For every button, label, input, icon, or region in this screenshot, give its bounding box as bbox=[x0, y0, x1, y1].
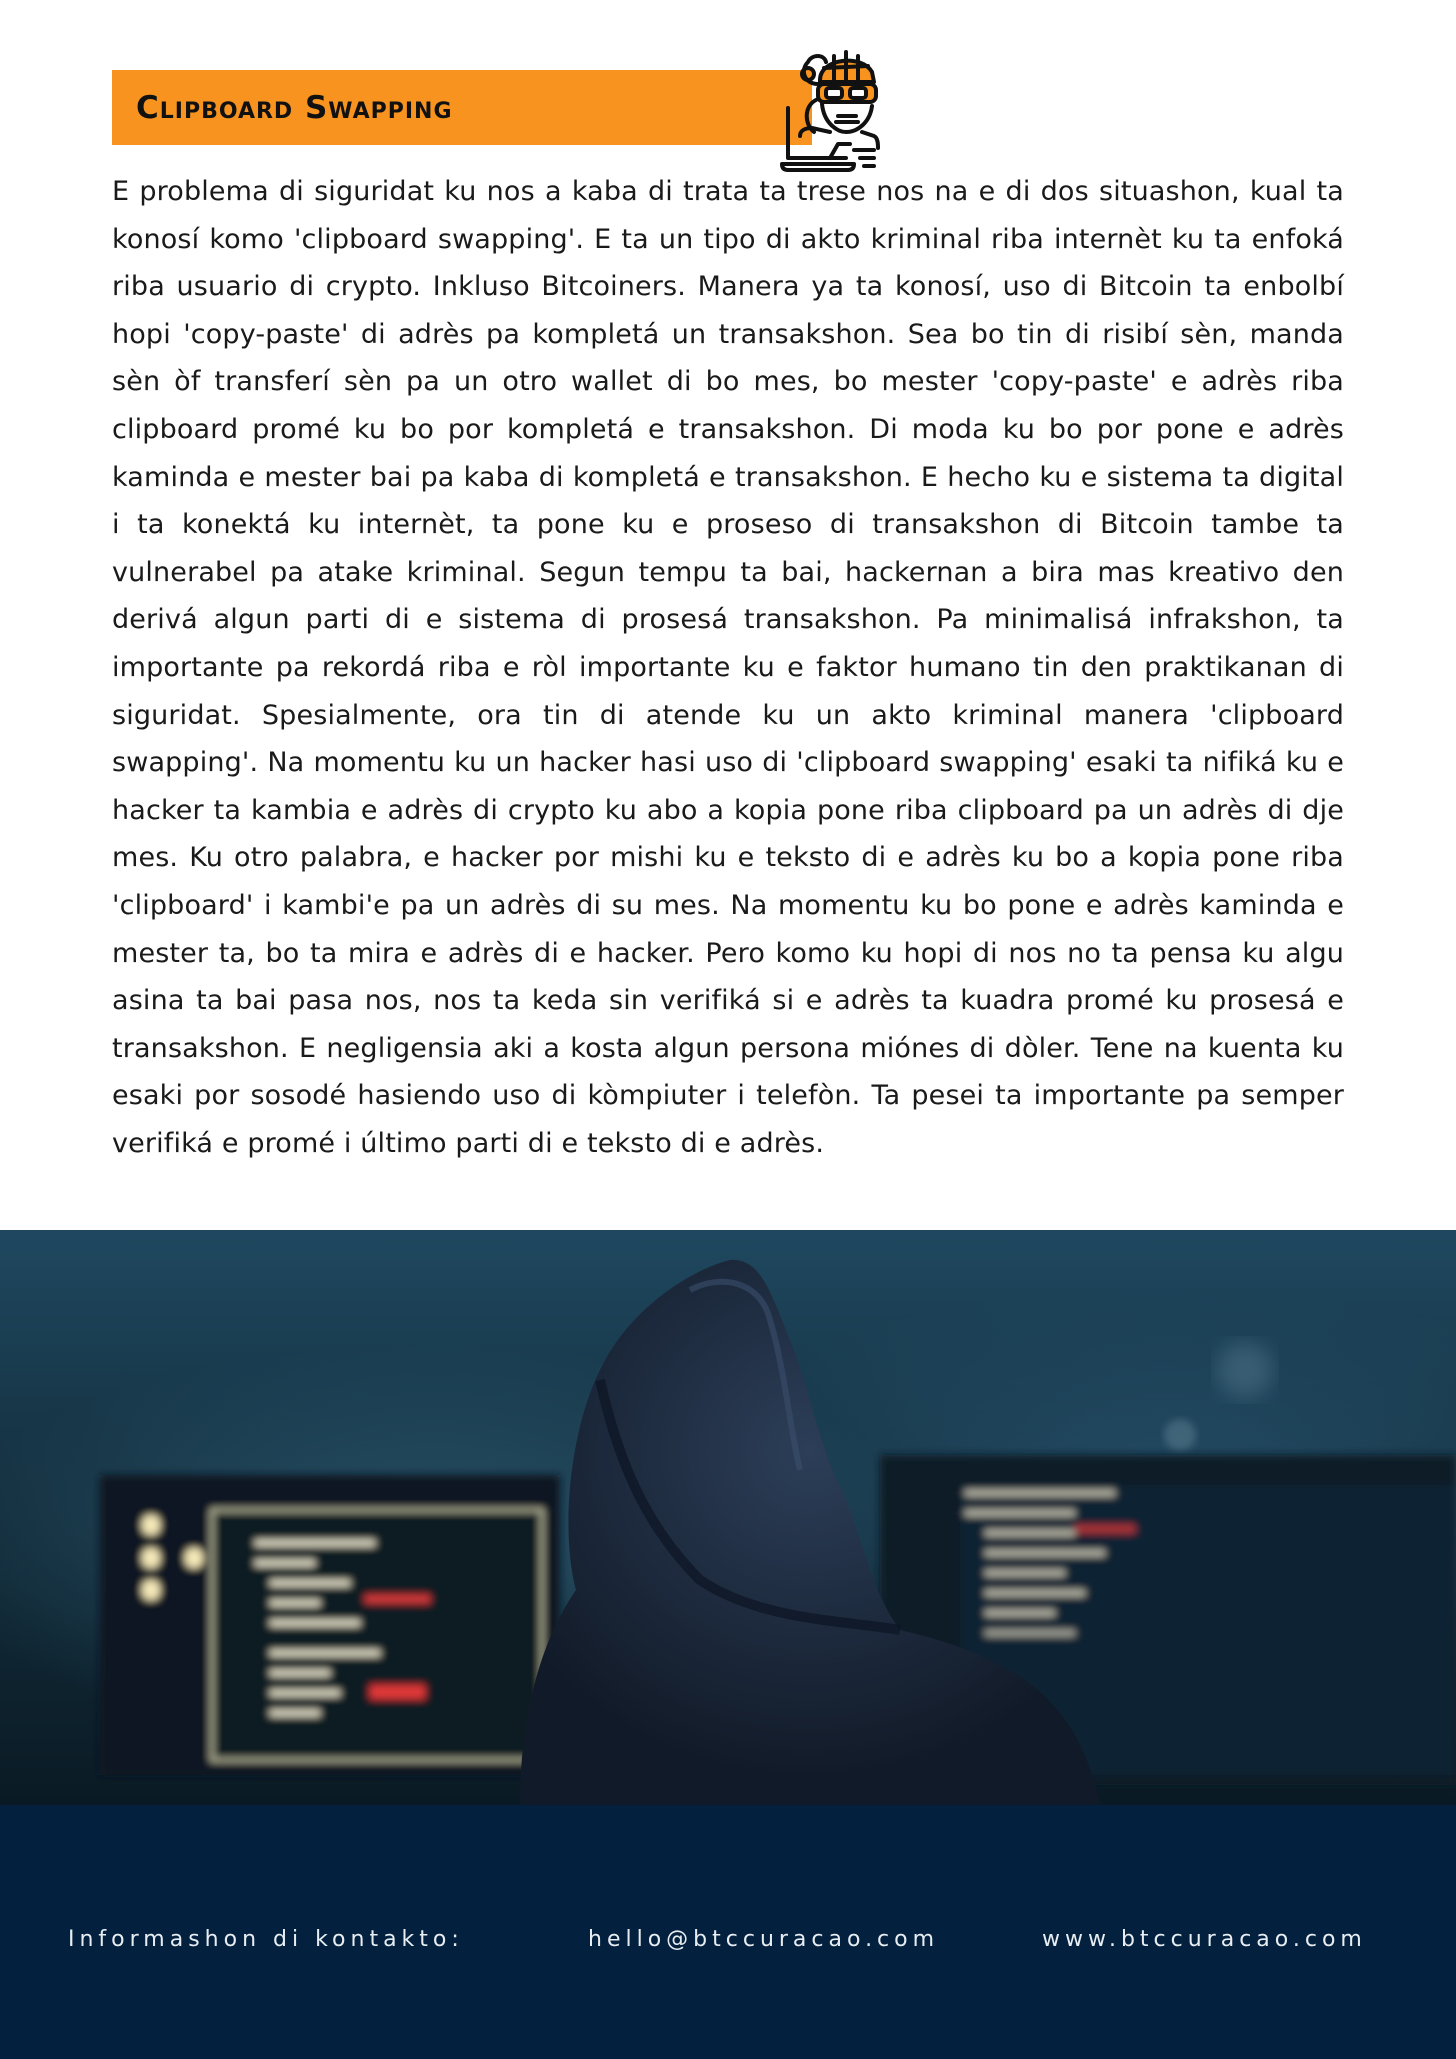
body-paragraph: E problema di siguridat ku nos a kaba di trata ta trese nos na e di dos situashon, kual ta konosí komo 'clipboard swapping'. E ta un tipo di akto kriminal riba internèt ku ta enfoká riba usuario di crypto. Inkluso Bitcoiners. Manera ya ta konosí, uso di Bitcoin ta enbolbí hopi 'copy-paste' di adrès pa kompletá un transakshon. Sea bo tin di risibí sèn, manda sèn òf transferí sèn pa un otro wallet di bo mes, bo mester 'copy-paste' e adrès riba clipboard promé ku bo por kompletá e transakshon. Di moda ku bo por pone e adrès kaminda e mester bai pa kaba di kompletá e transakshon. E hecho ku e sistema ta digital i ta konektá ku internèt, ta pone ku e proseso di transakshon di Bitcoin tambe ta vulnerabel pa atake kriminal. Segun tempu ta bai, hackernan a bira mas kreativo den derivá algun parti di e sistema di prosesá transakshon. Pa minimalisá infrakshon, ta importante pa rekordá riba e ròl importante ku e faktor humano tin den praktikanan di siguridat. Spesialmente, ora tin di atende ku un akto kriminal manera 'clipboard swapping'. Na momentu ku un hacker hasi uso di 'clipboard swapping' esaki ta nifiká ku e hacker ta kambia e adrès di crypto ku abo a kopia pone riba clipboard pa un adrès di dje mes. Ku otro palabra, e hacker por mishi ku e teksto di e adrès ku bo a kopia pone riba 'clipboard' i kambi'e pa un adrès di su mes. Na momentu ku bo pone e adrès kaminda e mester ta, bo ta mira e adrès di e hacker. Pero komo ku hopi di nos no ta pensa ku algu asina ta bai pasa nos, nos ta keda sin verifiká si e adrès ta kuadra promé ku prosesá e transakshon. E negligensia aki a kosta algun persona miónes di dòler. Tene na kuenta ku esaki por sosodé hasiendo uso di kòmpiuter i telefòn. Ta pesei ta importante pa semper verifiká e promé i último parti di e teksto di e adrès. bbox=[112, 176, 1344, 1159]
hacker-photo bbox=[0, 1230, 1456, 1805]
section-title: Clipboard Swapping bbox=[136, 89, 453, 126]
hacker-icon bbox=[742, 40, 882, 175]
footer-website-link[interactable]: www.btccuracao.com bbox=[1042, 1927, 1367, 1952]
section-title-bar bbox=[112, 70, 812, 145]
footer-contact-label: Informashon di kontakto: bbox=[68, 1927, 464, 1952]
footer-email-link[interactable]: hello@btccuracao.com bbox=[588, 1927, 940, 1952]
